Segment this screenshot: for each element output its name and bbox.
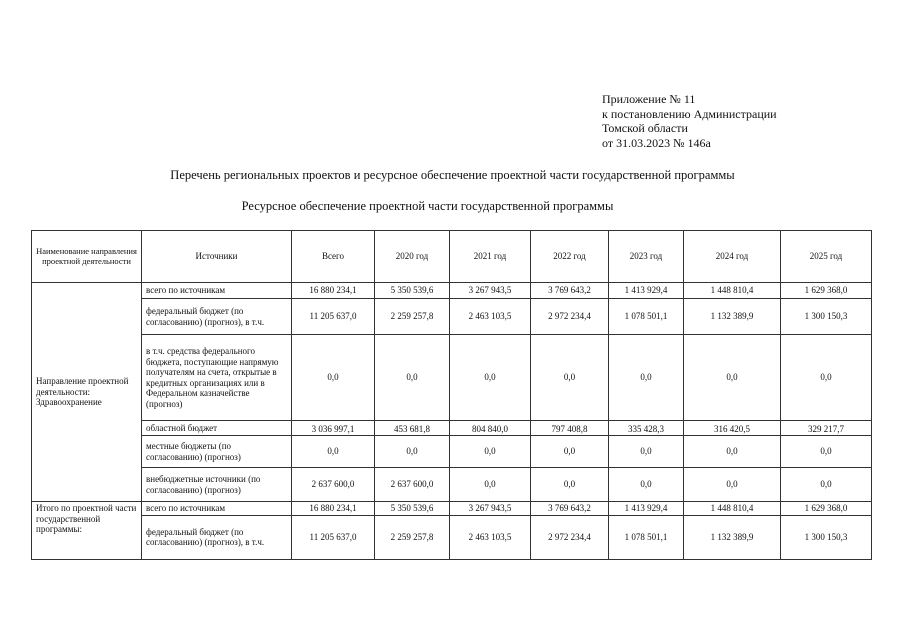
value-cell: 0,0: [450, 335, 531, 421]
value-cell: 0,0: [531, 436, 609, 468]
value-cell: 0,0: [450, 468, 531, 502]
value-cell: 2 637 600,0: [375, 468, 450, 502]
table-row: [32, 468, 872, 502]
value-cell: 3 267 943,5: [450, 502, 531, 516]
value-cell: 0,0: [609, 468, 684, 502]
value-cell: 1 132 389,9: [684, 515, 781, 559]
value-cell: 1 413 929,4: [609, 283, 684, 299]
value-cell: 1 629 368,0: [781, 283, 872, 299]
value-cell: 11 205 637,0: [292, 515, 375, 559]
value-cell: 2 463 103,5: [450, 515, 531, 559]
resource-table: [31, 230, 872, 560]
header-2025: 2025 год: [781, 231, 872, 283]
header-sources: Источники: [142, 231, 292, 283]
value-cell: 335 428,3: [609, 421, 684, 436]
value-cell: 0,0: [609, 436, 684, 468]
source-cell: федеральный бюджет (по согласованию) (прогноз), в т.ч.: [142, 515, 292, 559]
appendix-line-1: Приложение № 11: [602, 92, 696, 106]
value-cell: 0,0: [531, 335, 609, 421]
value-cell: 1 448 810,4: [684, 502, 781, 516]
appendix-line-4: от 31.03.2023 № 146а: [602, 135, 711, 150]
value-cell: 0,0: [609, 335, 684, 421]
value-cell: 0,0: [684, 335, 781, 421]
source-cell: всего по источникам: [142, 283, 292, 299]
value-cell: 11 205 637,0: [292, 299, 375, 335]
direction-name-cell: Направление проектной деятельности: Здравоохранение: [32, 283, 142, 502]
value-cell: 1 132 389,9: [684, 299, 781, 335]
appendix-block: [602, 92, 777, 150]
value-cell: 0,0: [292, 436, 375, 468]
table-row: [32, 283, 872, 299]
value-cell: 5 350 539,6: [375, 502, 450, 516]
value-cell: 3 036 997,1: [292, 421, 375, 436]
table-row: [32, 436, 872, 468]
value-cell: 0,0: [781, 468, 872, 502]
value-cell: 2 972 234,4: [531, 299, 609, 335]
table-row: [32, 502, 872, 516]
value-cell: 3 267 943,5: [450, 283, 531, 299]
value-cell: 804 840,0: [450, 421, 531, 436]
value-cell: 5 350 539,6: [375, 283, 450, 299]
value-cell: 453 681,8: [375, 421, 450, 436]
value-cell: 3 769 643,2: [531, 502, 609, 516]
source-cell: в т.ч. средства федерального бюджета, поступающие напрямую получателям на счета, открытые в кредитных организациях или в Федеральном казначействе (прогноз): [142, 335, 292, 421]
value-cell: 2 259 257,8: [375, 515, 450, 559]
value-cell: 16 880 234,1: [292, 283, 375, 299]
table-row: [32, 335, 872, 421]
value-cell: 2 972 234,4: [531, 515, 609, 559]
header-2023: 2023 год: [609, 231, 684, 283]
direction-name-cell: Итого по проектной части государственной программы:: [32, 502, 142, 560]
header-2024: 2024 год: [684, 231, 781, 283]
value-cell: 0,0: [292, 335, 375, 421]
value-cell: 2 259 257,8: [375, 299, 450, 335]
value-cell: 797 408,8: [531, 421, 609, 436]
header-row: [32, 231, 872, 283]
value-cell: 1 448 810,4: [684, 283, 781, 299]
table-row: [32, 421, 872, 436]
value-cell: 329 217,7: [781, 421, 872, 436]
header-2021: 2021 год: [450, 231, 531, 283]
header-total: Всего: [292, 231, 375, 283]
value-cell: 0,0: [375, 335, 450, 421]
value-cell: 1 300 150,3: [781, 515, 872, 559]
source-cell: всего по источникам: [142, 502, 292, 516]
value-cell: 0,0: [531, 468, 609, 502]
value-cell: 1 413 929,4: [609, 502, 684, 516]
document-subtitle: Ресурсное обеспечение проектной части государственной программы: [241, 199, 614, 213]
value-cell: 3 769 643,2: [531, 283, 609, 299]
value-cell: 0,0: [375, 436, 450, 468]
header-2020: 2020 год: [375, 231, 450, 283]
value-cell: 1 300 150,3: [781, 299, 872, 335]
value-cell: 0,0: [781, 436, 872, 468]
value-cell: 316 420,5: [684, 421, 781, 436]
value-cell: 16 880 234,1: [292, 502, 375, 516]
header-2022: 2022 год: [531, 231, 609, 283]
source-cell: федеральный бюджет (по согласованию) (прогноз), в т.ч.: [142, 299, 292, 335]
table-row: [32, 299, 872, 335]
source-cell: местные бюджеты (по согласованию) (прогноз): [142, 436, 292, 468]
value-cell: 1 078 501,1: [609, 299, 684, 335]
value-cell: 2 463 103,5: [450, 299, 531, 335]
document-title: Перечень региональных проектов и ресурсное обеспечение проектной части государственной программы: [170, 168, 735, 182]
value-cell: 0,0: [684, 468, 781, 502]
value-cell: 0,0: [781, 335, 872, 421]
value-cell: 2 637 600,0: [292, 468, 375, 502]
value-cell: 1 629 368,0: [781, 502, 872, 516]
header-name: Наименование направления проектной деятельности: [32, 231, 142, 283]
value-cell: 0,0: [684, 436, 781, 468]
table-row: [32, 515, 872, 559]
source-cell: внебюджетные источники (по согласованию) (прогноз): [142, 468, 292, 502]
value-cell: 1 078 501,1: [609, 515, 684, 559]
source-cell: областной бюджет: [142, 421, 292, 436]
appendix-line-2: к постановлению Администрации: [602, 106, 777, 121]
appendix-line-3: Томской области: [602, 121, 688, 135]
value-cell: 0,0: [450, 436, 531, 468]
